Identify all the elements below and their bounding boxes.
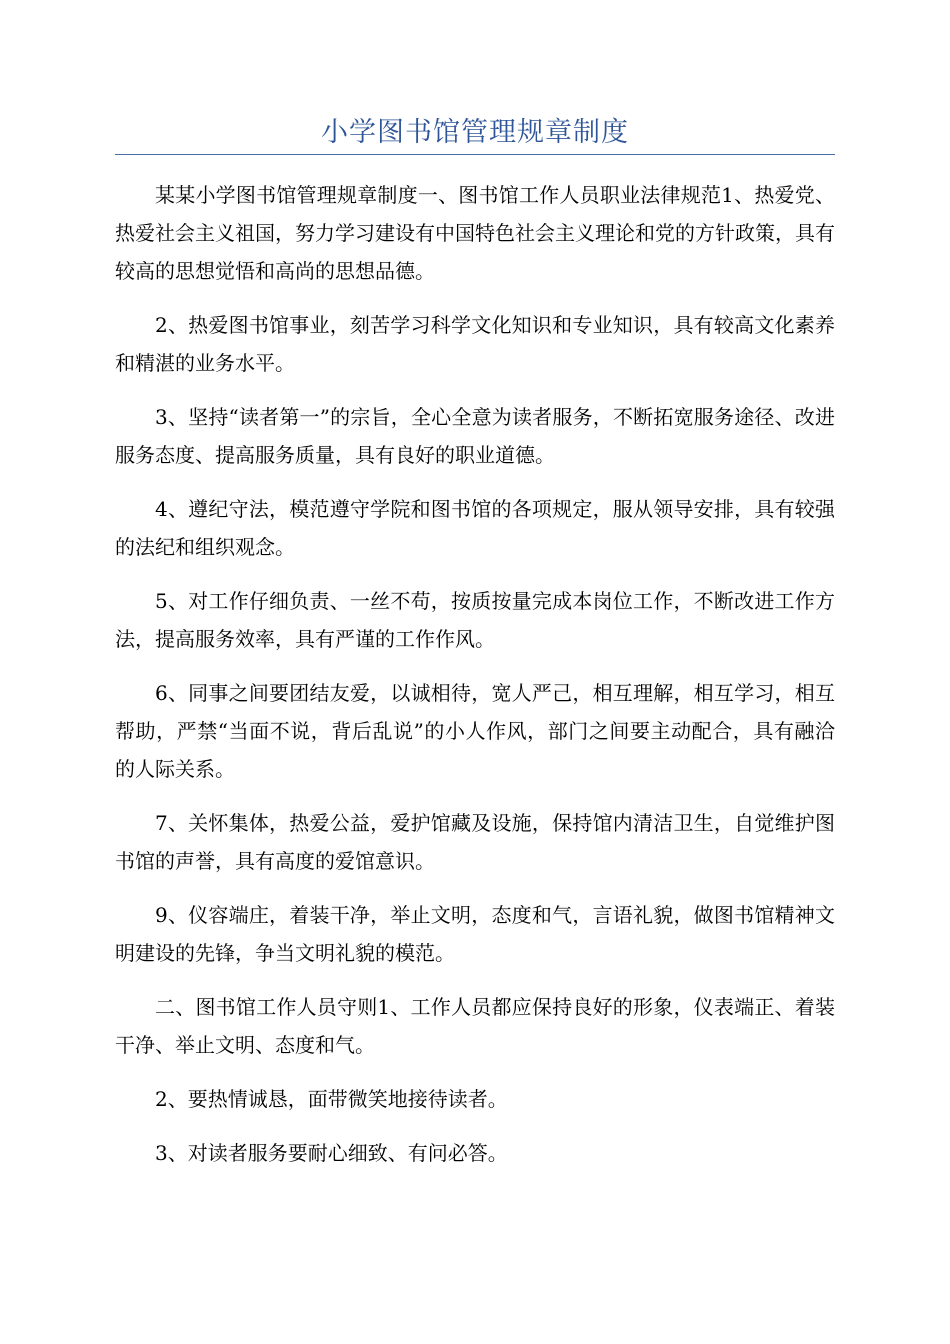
document-body: [115, 176, 835, 1188]
paragraph-2: 2、热爱图书馆事业，刻苦学习科学文化知识和专业知识，具有较高文化素养和精湛的业务水平。: [115, 313, 835, 375]
paragraph-11: 3、对读者服务要耐心细致、有问必答。: [155, 1141, 508, 1165]
paragraph-4: 4、遵纪守法，模范遵守学院和图书馆的各项规定，服从领导安排，具有较强的法纪和组织观念。: [115, 497, 835, 559]
title-underline: [115, 154, 835, 155]
document-title: 小学图书馆管理规章制度: [321, 117, 629, 148]
paragraph-1: 某某小学图书馆管理规章制度一、图书馆工作人员职业法律规范1、热爱党、热爱社会主义祖国，努力学习建设有中国特色社会主义理论和党的方针政策，具有较高的思想觉悟和高尚的思想品德。: [115, 183, 835, 283]
paragraph-6: 6、同事之间要团结友爱，以诚相待，宽人严己，相互理解，相互学习，相互帮助，严禁“当面不说，背后乱说”的小人作风，部门之间要主动配合，具有融洽的人际关系。: [115, 681, 835, 781]
paragraph-3: 3、坚持“读者第一”的宗旨，全心全意为读者服务，不断拓宽服务途径、改进服务态度、提高服务质量，具有良好的职业道德。: [115, 405, 835, 467]
paragraph-8: 9、仪容端庄，着装干净，举止文明，态度和气，言语礼貌，做图书馆精神文明建设的先锋，争当文明礼貌的模范。: [115, 903, 835, 965]
paragraph-7: 7、关怀集体，热爱公益，爱护馆藏及设施，保持馆内清洁卫生，自觉维护图书馆的声誉，具有高度的爱馆意识。: [115, 811, 835, 873]
paragraph-10: 2、要热情诚恳，面带微笑地接待读者。: [155, 1087, 508, 1111]
paragraph-5: 5、对工作仔细负责、一丝不苟，按质按量完成本岗位工作，不断改进工作方法，提高服务效率，具有严谨的工作作风。: [115, 589, 835, 651]
paragraph-9: 二、图书馆工作人员守则1、工作人员都应保持良好的形象，仪表端正、着装干净、举止文明、态度和气。: [115, 995, 835, 1057]
